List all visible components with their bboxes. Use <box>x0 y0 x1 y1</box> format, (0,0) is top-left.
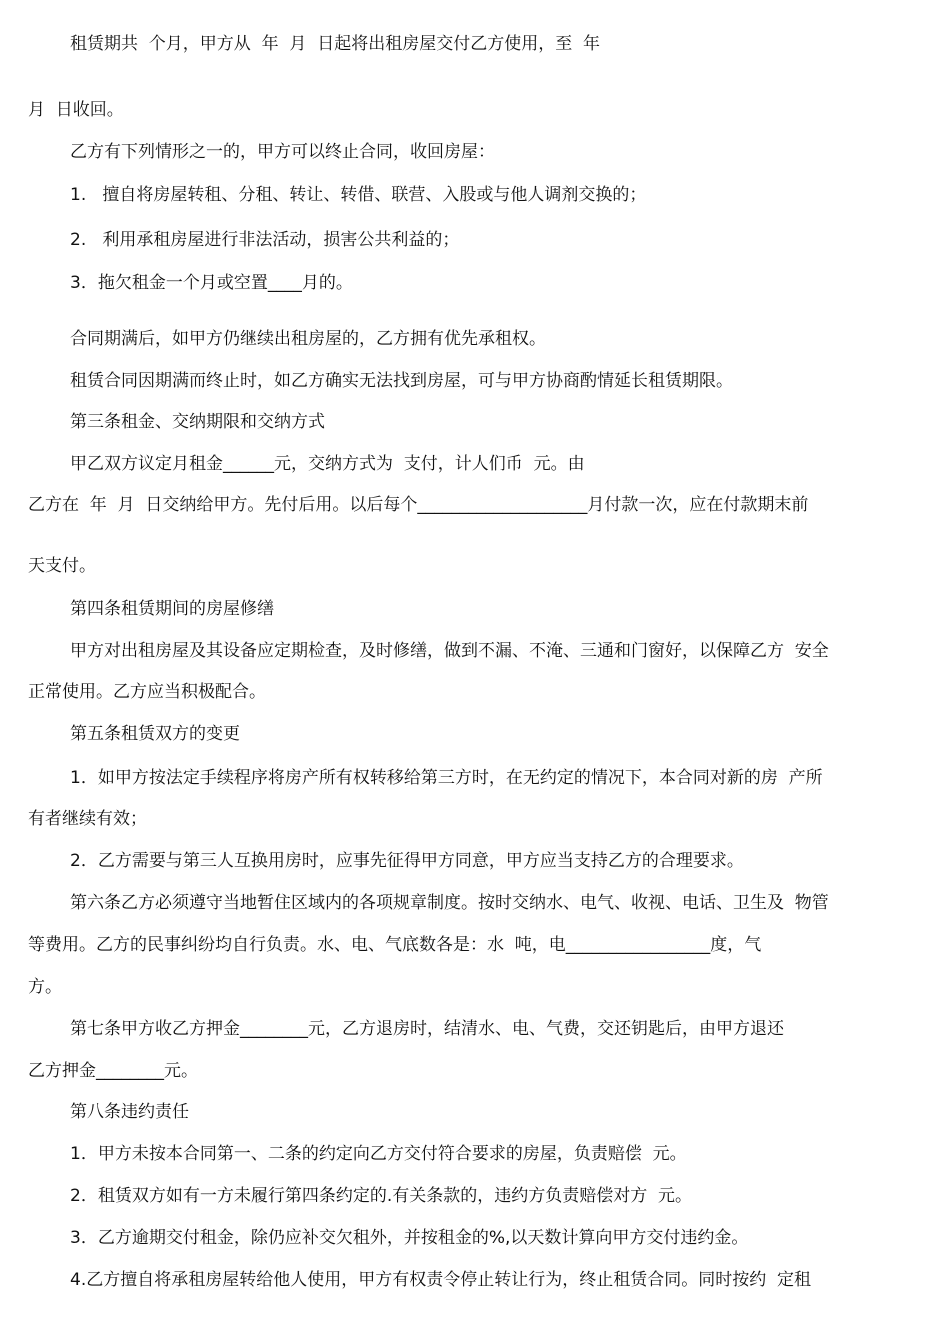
list-item: 1. 擅自将房屋转租、分租、转让、转借、联营、入股或与他人调剂交换的； <box>70 185 647 205</box>
list-item: 有者继续有效； <box>28 809 147 829</box>
list-item: 4.乙方擅自将承租房屋转给他人使用，甲方有权责令停止转让行为，终止租赁合同。同时按约 定租 <box>70 1270 812 1290</box>
list-item: 3．乙方逾期交付租金，除仍应补交欠租外，并按租金的%,以天数计算向甲方交付违约金。 <box>70 1228 749 1248</box>
section-heading: 第八条违约责任 <box>70 1102 189 1122</box>
paragraph-line: 乙方在 年 月 日交纳给甲方。先付后用。以后每个____________________月付款一次，应在付款期末前 <box>28 495 809 515</box>
paragraph-line: 甲乙双方议定月租金______元，交纳方式为 支付，计人们币 元。由 <box>70 454 585 474</box>
paragraph-line: 正常使用。乙方应当积极配合。 <box>28 682 266 702</box>
paragraph-line: 合同期满后，如甲方仍继续出租房屋的，乙方拥有优先承租权。 <box>70 329 546 349</box>
paragraph-line: 租赁期共 个月，甲方从 年 月 日起将出租房屋交付乙方使用，至 年 <box>70 34 601 54</box>
section-heading: 第四条租赁期间的房屋修缮 <box>70 599 274 619</box>
paragraph-line: 第六条乙方必须遵守当地暂住区域内的各项规章制度。按时交纳水、电气、收视、电话、卫生及 物管 <box>70 893 829 913</box>
list-item: 1．如甲方按法定手续程序将房产所有权转移给第三方时，在无约定的情况下，本合同对新的房 产所 <box>70 768 823 788</box>
paragraph-line: 乙方押金________元。 <box>28 1061 198 1081</box>
paragraph-line: 乙方有下列情形之一的，甲方可以终止合同，收回房屋： <box>70 142 495 162</box>
paragraph-line: 租赁合同因期满而终止时，如乙方确实无法找到房屋，可与甲方协商酌情延长租赁期限。 <box>70 371 733 391</box>
paragraph-line: 天支付。 <box>28 556 96 576</box>
paragraph-line: 甲方对出租房屋及其设备应定期检查，及时修缮，做到不漏、不淹、三通和门窗好，以保障乙方 安全 <box>70 641 829 661</box>
paragraph-line: 方。 <box>28 977 62 997</box>
section-heading: 第三条租金、交纳期限和交纳方式 <box>70 412 325 432</box>
paragraph-line: 月 日收回。 <box>28 100 124 120</box>
paragraph-line: 等费用。乙方的民事纠纷均自行负责。水、电、气底数各是：水 吨，电_________________度，气 <box>28 935 762 955</box>
list-item: 2．租赁双方如有一方未履行第四条约定的.有关条款的，违约方负责赔偿对方 元。 <box>70 1186 693 1206</box>
paragraph-line: 第七条甲方收乙方押金________元，乙方退房时，结清水、电、气费，交还钥匙后，由甲方退还 <box>70 1019 784 1039</box>
list-item: 2. 利用承租房屋进行非法活动，损害公共利益的； <box>70 230 460 250</box>
list-item: 3．拖欠租金一个月或空置____月的。 <box>70 273 353 293</box>
list-item: 1．甲方未按本合同第一、二条的约定向乙方交付符合要求的房屋，负责赔偿 元。 <box>70 1144 687 1164</box>
section-heading: 第五条租赁双方的变更 <box>70 724 240 744</box>
list-item: 2．乙方需要与第三人互换用房时，应事先征得甲方同意，甲方应当支持乙方的合理要求。 <box>70 851 744 871</box>
